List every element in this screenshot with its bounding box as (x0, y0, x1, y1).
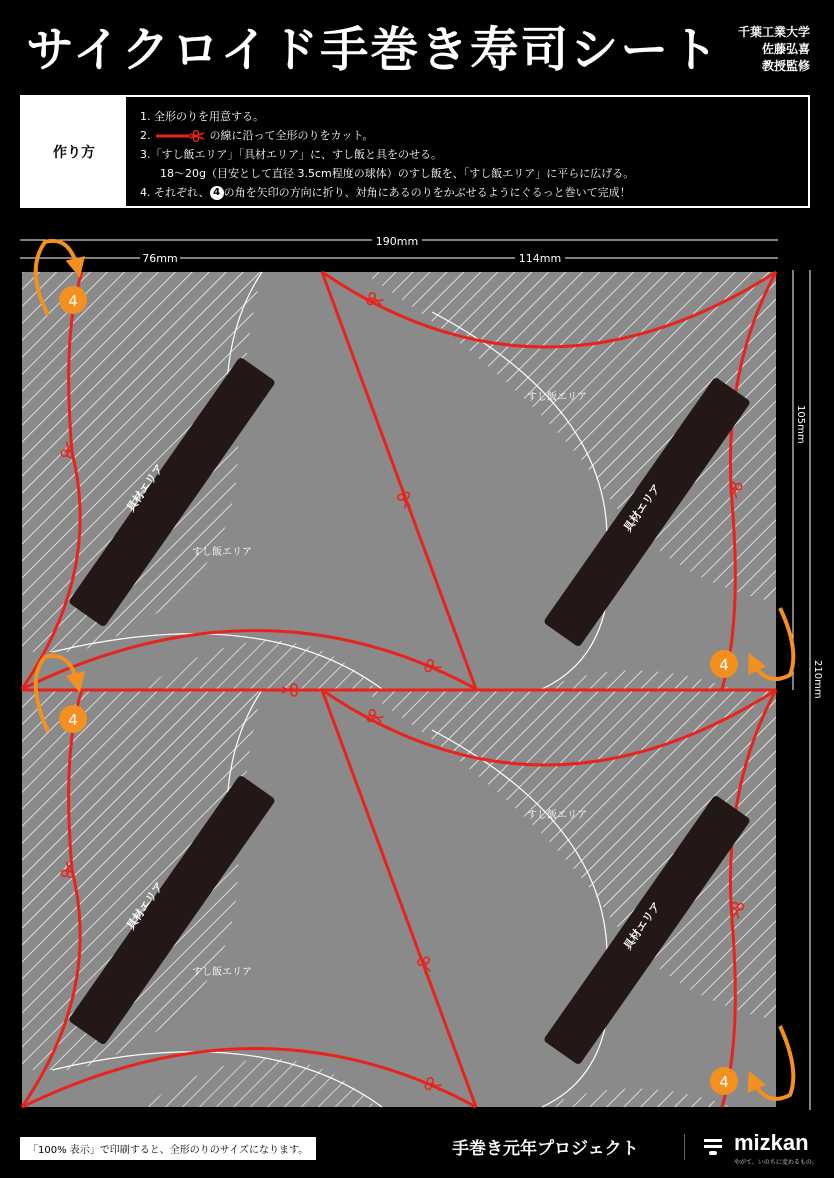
dim-right-width: 114mm (518, 252, 562, 265)
dim-total-width: 190mm (375, 235, 419, 248)
affiliation-role: 教授監修 (761, 59, 810, 73)
project-name: 手巻き元年プロジェクト (452, 1139, 639, 1159)
cut-line-icon (154, 130, 206, 142)
step-3a: 3.「すし飯エリア」「具材エリア」に、すし飯と具をのせる。 (140, 148, 442, 161)
sheet-half-top (22, 272, 776, 689)
filling-area-label: 具材エリア (124, 879, 167, 933)
step-2-text: の線に沿って全形のりをカット。 (209, 129, 374, 142)
howto-box (20, 95, 810, 208)
step-1: 1. 全形のりを用意する。 (140, 110, 264, 123)
step-2-number: 2. (140, 129, 151, 142)
fold-corner-number: 4 (68, 292, 78, 310)
mizkan-logo-icon (702, 1136, 724, 1158)
brand-name: mizkan (734, 1130, 809, 1155)
dim-total-height: 210mm (812, 660, 823, 699)
page-title: サイクロイド手巻き寿司シート (26, 22, 721, 78)
step-3b: 18～20g（目安として直径 3.5cm程度の球体）のすし飯を、「すし飯エリア」に平らに広げる。 (160, 167, 635, 180)
affiliation (738, 24, 810, 75)
rice-area-label: すし飯エリア (527, 392, 587, 403)
dim-half-height: 105mm (795, 405, 806, 444)
sheet-half-bottom (22, 690, 776, 1107)
rice-area-label: すし飯エリア (192, 967, 252, 978)
fold-corner-badge: 4 (210, 186, 224, 200)
fold-corner-number: 4 (719, 656, 729, 674)
howto-steps (140, 107, 634, 202)
footer-divider (684, 1134, 685, 1160)
filling-area-label: 具材エリア (621, 899, 664, 953)
filling-area-label: 具材エリア (124, 461, 167, 515)
step-2 (140, 126, 634, 145)
howto-label: 作り方 (22, 97, 126, 206)
rice-area-label: すし飯エリア (192, 547, 252, 558)
brand-tagline: やがて、いのちに変わるもの。 (734, 1159, 818, 1166)
affiliation-university: 千葉工業大学 (737, 25, 810, 39)
fold-corner-number: 4 (719, 1073, 729, 1091)
step-4 (140, 183, 634, 202)
dim-left-width: 76mm (142, 252, 178, 265)
step-4-prefix: 4. それぞれ、 (140, 186, 210, 199)
affiliation-person: 佐藤弘喜 (761, 42, 810, 56)
nori-sheet-diagram (0, 220, 834, 1120)
filling-area-label: 具材エリア (621, 481, 664, 535)
rice-area-label: すし飯エリア (527, 810, 587, 821)
step-4-text: の角を矢印の方向に折り、対角にあるのりをかぶせるようにぐるっと巻いて完成！ (223, 186, 631, 199)
print-note: 「100% 表示」で印刷すると、全形のりのサイズになります。 (20, 1137, 316, 1160)
fold-corner-number: 4 (68, 711, 78, 729)
